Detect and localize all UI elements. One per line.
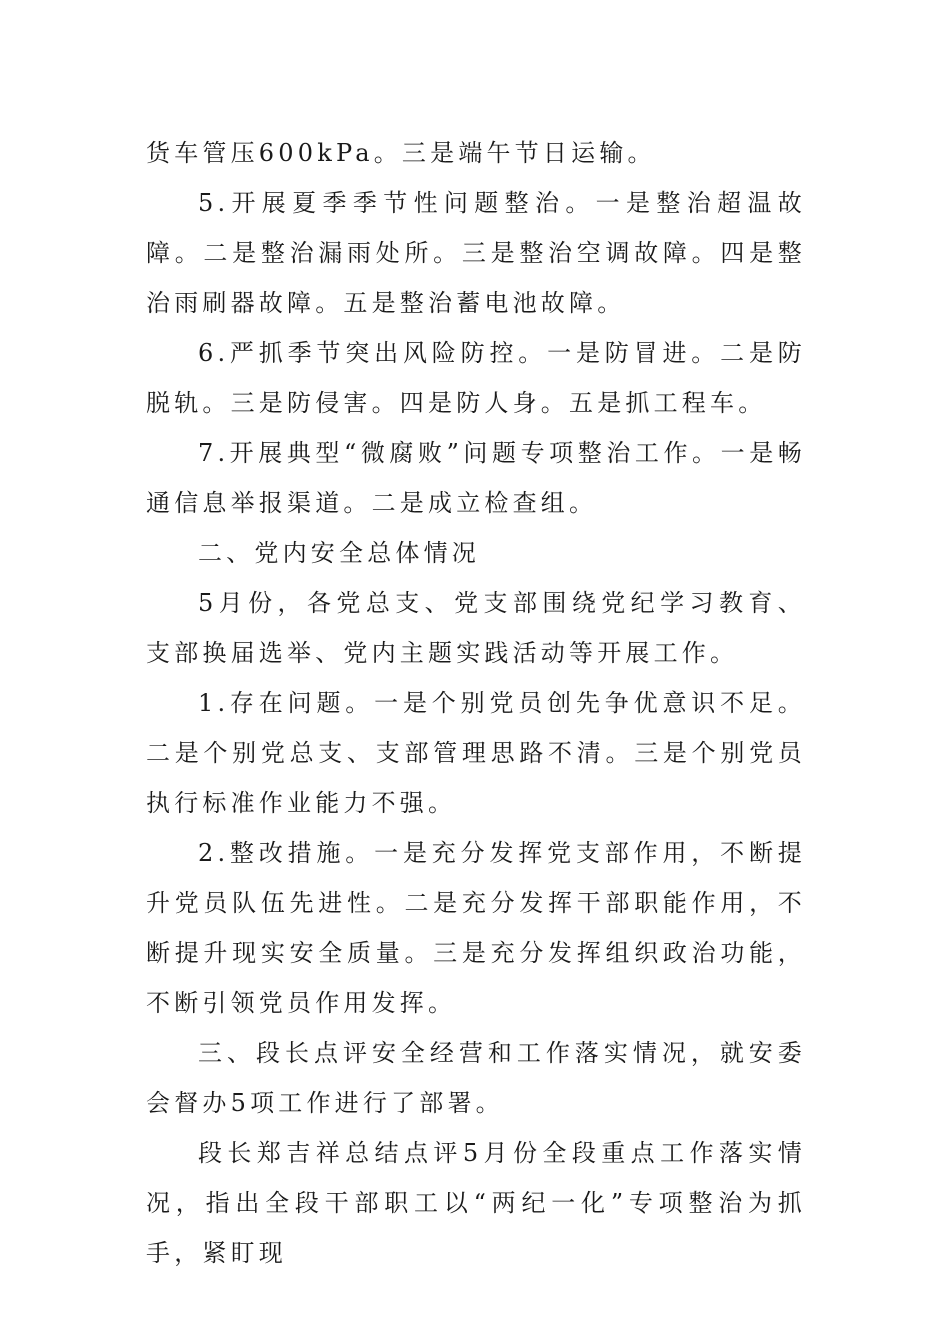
document-body: [146, 128, 806, 1278]
paragraph-summer-issues: 5.开展夏季季节性问题整治。一是整治超温故障。二是整治漏雨处所。三是整治空调故障。四是整治雨刷器故障。五是整治蓄电池故障。: [146, 189, 806, 317]
paragraph-measures: 2.整改措施。一是充分发挥党支部作用，不断提升党员队伍先进性。二是充分发挥干部职能作用，不断提升现实安全质量。三是充分发挥组织政治功能，不断引领党员作用发挥。: [146, 839, 806, 1017]
paragraph-freight-pressure: 货车管压600kPa。三是端午节日运输。: [146, 139, 656, 167]
paragraph-director-review: 段长郑吉祥总结点评5月份全段重点工作落实情况，指出全段干部职工以“两纪一化”专项整治为抓手，紧盯现: [146, 1139, 806, 1267]
paragraph-micro-corruption: 7.开展典型“微腐败”问题专项整治工作。一是畅通信息举报渠道。二是成立检查组。: [146, 439, 806, 517]
section-heading-review: 三、段长点评安全经营和工作落实情况，就安委会督办5项工作进行了部署。: [146, 1039, 806, 1117]
section-heading-party-safety: 二、党内安全总体情况: [198, 539, 480, 567]
paragraph-may-work: 5月份，各党总支、党支部围绕党纪学习教育、支部换届选举、党内主题实践活动等开展工作。: [146, 589, 806, 667]
paragraph-seasonal-risk: 6.严抓季节突出风险防控。一是防冒进。二是防脱轨。三是防侵害。四是防人身。五是抓工程车。: [146, 339, 806, 417]
paragraph-problems: 1.存在问题。一是个别党员创先争优意识不足。二是个别党总支、支部管理思路不清。三是个别党员执行标准作业能力不强。: [146, 689, 806, 817]
